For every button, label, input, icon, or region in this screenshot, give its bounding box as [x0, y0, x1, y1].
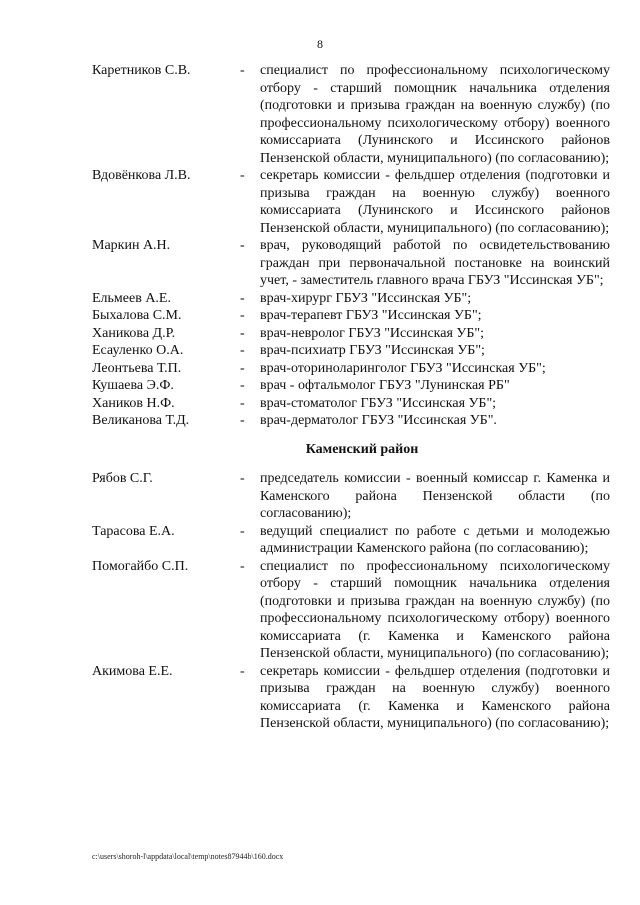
member-role: врач-оториноларинголог ГБУЗ "Иссинская УБ";	[260, 360, 546, 376]
member-name: Каретников С.В.	[92, 63, 191, 78]
file-path-footer: c:\users\shoroh-l\appdata\local\temp\notes87944b\160.docx	[92, 852, 284, 861]
list-item	[92, 470, 612, 523]
list-item	[92, 377, 612, 395]
page-number: 8	[317, 37, 323, 51]
list-item	[92, 558, 612, 663]
list-item	[92, 325, 612, 343]
member-role: врач-стоматолог ГБУЗ "Иссинская УБ";	[260, 395, 497, 411]
member-name: Хаников Н.Ф.	[92, 395, 175, 411]
member-role: врач-невролог ГБУЗ "Иссинская УБ";	[260, 325, 484, 341]
member-role: председатель комиссии - военный комиссар г. Каменка и Каменского района Пензенской области (по согласованию);	[260, 471, 610, 521]
member-role: врач - офтальмолог ГБУЗ "Лунинская РБ"	[260, 378, 510, 393]
dash: -	[240, 558, 245, 574]
dash: -	[240, 343, 245, 358]
member-name: Вдовёнкова Л.В.	[92, 168, 191, 183]
member-name: Кушаева Э.Ф.	[92, 378, 174, 393]
dash: -	[240, 238, 245, 253]
member-name: Ельмеев А.Е.	[92, 290, 171, 306]
member-name: Есауленко О.А.	[92, 343, 184, 358]
commission-list-kamenka	[92, 470, 612, 733]
dash: -	[240, 413, 245, 428]
member-role: врач-хирург ГБУЗ "Иссинская УБ";	[260, 290, 472, 306]
dash: -	[240, 523, 245, 539]
dash: -	[240, 308, 245, 323]
member-role: специалист по профессиональному психологическому отбору - старший помощник начальника отделения (подготовки и призыва граждан на военную службу) (по профессиональному психологическому отбору) военного комиссариата (г. Каменка и Каменского района Пензенской области, муниципального) (по согласованию);	[260, 558, 610, 661]
dash: -	[240, 471, 245, 486]
list-item	[92, 290, 612, 308]
list-item	[92, 360, 612, 378]
list-item	[92, 523, 612, 558]
list-item	[92, 307, 612, 325]
commission-list-issa	[92, 62, 612, 430]
dash: -	[240, 290, 245, 306]
list-item	[92, 167, 612, 237]
list-item	[92, 62, 612, 167]
section-heading: Каменский район	[305, 441, 419, 457]
member-role: секретарь комиссии - фельдшер отделения (подготовки и призыва граждан на военную службу) военного комиссариата (г. Каменка и Каменского района Пензенской области, муниципального) (по согласованию);	[260, 663, 610, 731]
member-name: Леонтьева Т.П.	[92, 360, 182, 376]
member-role: секретарь комиссии - фельдшер отделения (подготовки и призыва граждан на военную службу) военного комиссариата (Лунинского и Иссинского районов Пензенской области, муниципального) (по согласованию);	[260, 168, 610, 236]
member-role: врач, руководящий работой по освидетельствованию граждан при первоначальной постановке на воинский учет, - заместитель главного врача ГБУЗ "Иссинская УБ";	[260, 238, 610, 288]
member-name: Тарасова Е.А.	[92, 523, 175, 539]
list-item	[92, 342, 612, 360]
member-role: специалист по профессиональному психологическому отбору - старший помощник начальника отделения (подготовки и призыва граждан на военную службу) (по профессиональному психологическому отбору) военного комиссариата (Лунинского и Иссинского районов Пензенской области, муниципального) (по согласованию);	[260, 63, 610, 166]
dash: -	[240, 360, 245, 376]
list-item	[92, 663, 612, 733]
list-item	[92, 237, 612, 290]
member-name: Быхалова С.М.	[92, 308, 182, 323]
dash: -	[240, 325, 245, 341]
list-item	[92, 412, 612, 430]
member-name: Маркин А.Н.	[92, 238, 171, 253]
document-body	[92, 62, 612, 733]
dash: -	[240, 168, 245, 183]
list-item	[92, 395, 612, 413]
member-name: Помогайбо С.П.	[92, 558, 189, 574]
dash: -	[240, 663, 245, 679]
member-name: Рябов С.Г.	[92, 471, 153, 486]
member-role: врач-терапевт ГБУЗ "Иссинская УБ";	[260, 308, 482, 323]
dash: -	[240, 378, 245, 393]
member-role: врач-психиатр ГБУЗ "Иссинская УБ";	[260, 343, 485, 358]
member-role: ведущий специалист по работе с детьми и молодежью администрации Каменского района (по согласованию);	[260, 523, 610, 556]
member-role: врач-дерматолог ГБУЗ "Иссинская УБ".	[260, 413, 497, 428]
dash: -	[240, 395, 245, 411]
member-name: Великанова Т.Д.	[92, 413, 190, 428]
dash: -	[240, 63, 245, 78]
member-name: Акимова Е.Е.	[92, 663, 173, 679]
member-name: Ханикова Д.Р.	[92, 325, 176, 341]
